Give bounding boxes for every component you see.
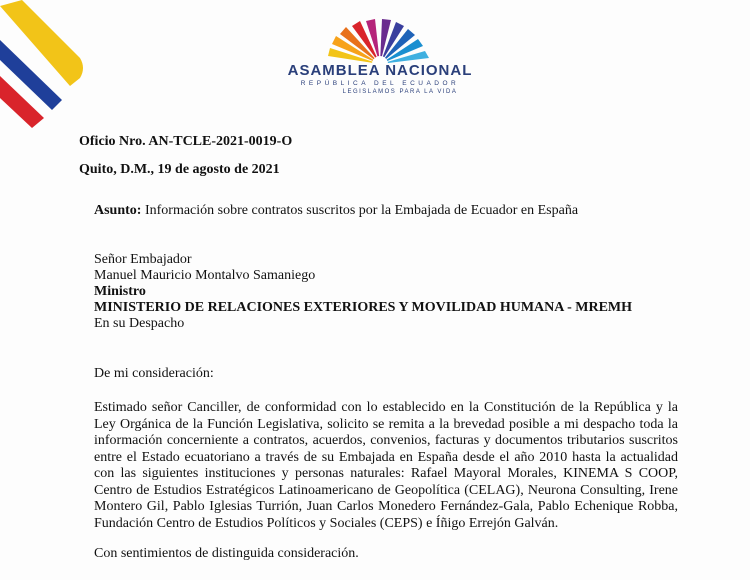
tagline: LEGISLAMOS PARA LA VIDA <box>342 89 458 95</box>
header-logo <box>280 18 480 118</box>
republic-subtitle: REPÚBLICA DEL ECUADOR <box>300 80 460 87</box>
recipient-title: Ministro <box>94 284 146 299</box>
subject-line <box>94 203 578 219</box>
oficio-number: Oficio Nro. AN-TCLE-2021-0019-O <box>79 134 293 149</box>
institution-name: ASAMBLEA NACIONAL <box>287 62 473 79</box>
recipient-location: En su Despacho <box>94 316 185 331</box>
date-line: Quito, D.M., 19 de agosto de 2021 <box>79 162 280 177</box>
ecuador-flag-stripes-icon <box>0 0 110 150</box>
greeting: De mi consideración: <box>94 366 214 381</box>
closing: Con sentimientos de distinguida consideración. <box>94 546 359 561</box>
recipient-name: Manuel Mauricio Montalvo Samaniego <box>94 268 316 283</box>
body-paragraph: Estimado señor Canciller, de conformidad con lo establecido en la Constitución de la República y la Ley Orgánica de la Función Legislativa, solicito se remita a la brevedad posible a mi despacho toda la información concerniente a contratos, acuerdos, convenios, facturas y documentos tributarios suscritos entre el Estado ecuatoriano a través de su Embajada en España desde el año 2010 hasta la actualidad con las siguientes instituciones y personas naturales: Rafael Mayoral Morales, KINEMA S COOP, Centro de Estudios Estratégicos Latinoamericano de Geopolítica (CELAG), Neurona Consulting, Irene Montero Gil, Pablo Iglesias Turrión, Juan Carlos Monedero Fernández-Gala, Pablo Echenique Robba, Fundación Centro de Estudios Políticos y Sociales (CEPS) e Íñigo Errejón Galván. <box>94 400 678 531</box>
recipient-salutation: Señor Embajador <box>94 252 192 267</box>
subject-text: Información sobre contratos suscritos por la Embajada de Ecuador en España <box>144 203 579 218</box>
subject-label: Asunto: <box>94 203 142 218</box>
asamblea-nacional-sunburst-logo-icon <box>325 18 435 64</box>
recipient-organization: MINISTERIO DE RELACIONES EXTERIORES Y MOVILIDAD HUMANA - MREMH <box>94 300 633 315</box>
